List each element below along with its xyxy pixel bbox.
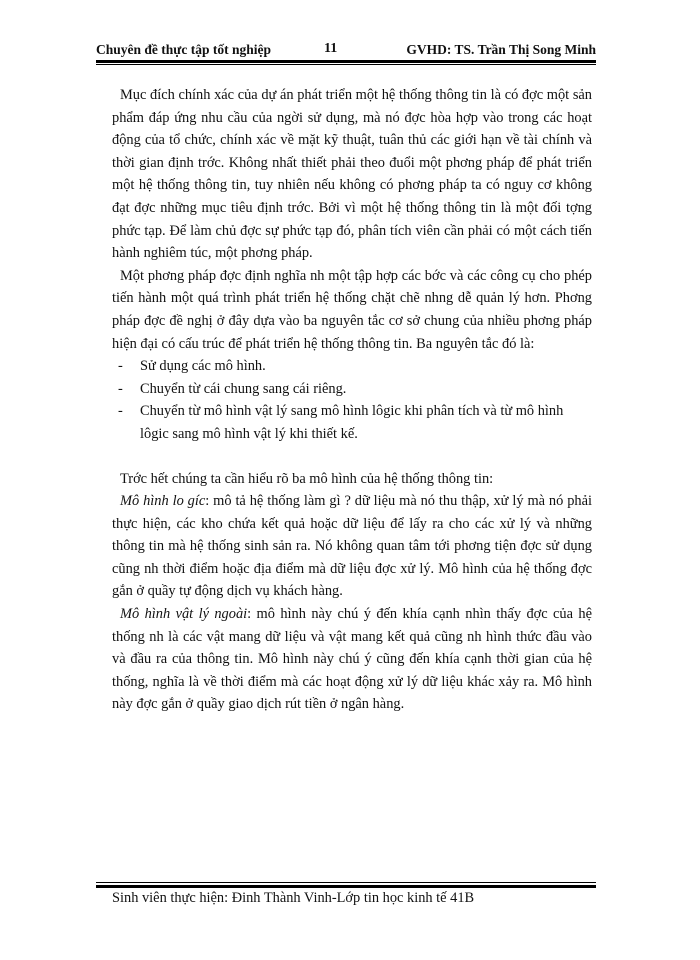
term-logical-model: Mô hình lo gíc	[120, 493, 206, 510]
paragraph-three-models: Trớc hết chúng ta cần hiểu rõ ba mô hình của hệ thống thông tin:	[120, 470, 494, 487]
paragraph-method: Một phơng pháp đợc định nghĩa nh một tập hợp các bớc và các công cụ cho phép tiến hành một quá trình phát triển hệ thống chặt chẽ nhng dễ quản lý hơn. Phơng pháp đợc đề nghị ở đây dựa vào ba nguyên tắc cơ sở chung của nhiều phơng pháp hiện đại có cấu trúc để phát triển hệ thống thông tin. Ba nguyên tắc đó là:	[112, 267, 592, 352]
paragraph-logical-model	[112, 490, 592, 603]
term-physical-model: Mô hình vật lý ngoài	[120, 606, 248, 623]
page-number: 11	[324, 41, 338, 56]
page-footer: Sinh viên thực hiện: Đinh Thành Vinh-Lớp tin học kinh tế 41B	[112, 890, 475, 906]
page-body	[112, 84, 592, 716]
header-rule-thick	[96, 60, 596, 63]
footer-rule-thick	[96, 885, 596, 888]
bullet-dash: -	[118, 403, 123, 420]
list-item-text: Chuyển từ mô hình vật lý sang mô hình lôgic khi phân tích và từ mô hình lôgic sang mô hình vật lý khi thiết kế.	[140, 403, 564, 442]
list-item	[112, 355, 592, 378]
list-item-text: Sử dụng các mô hình.	[140, 358, 266, 375]
footer-rule-thin	[96, 882, 596, 883]
bullet-dash: -	[118, 380, 123, 397]
list-item	[112, 400, 592, 445]
principles-list	[112, 355, 592, 445]
list-item	[112, 378, 592, 401]
physical-model-text: : mô hình này chú ý đến khía cạnh nhìn thấy đợc của hệ thống nh là các vật mang dữ liệu và vật mang kết quả cũng nh hình thức đầu vào và đầu ra của thông tin. Mô hình này chú ý cũng đến khía cạnh thời gian của hệ thống, nghĩa là về thời điểm mà các hoạt động xử lý dữ liệu khác xảy ra. Mô hình này đợc gắn ở quầy giao dịch rút tiền ở ngân hàng.	[112, 606, 592, 713]
header-supervisor: GVHD: TS. Trần Thị Song Minh	[406, 42, 596, 57]
header-rule-thin	[96, 64, 596, 65]
logical-model-text: : mô tả hệ thống làm gì ? dữ liệu mà nó thu thập, xử lý mà nó phải thực hiện, các kho chứa kết quả hoặc dữ liệu để lấy ra cho các xử lý và những thông tin mà hệ thống sinh sản ra. Nó không quan tâm tới phơng tiện đợc sử dụng cũng nh thời điểm hoặc địa điểm mà dữ liệu đợc xử lý. Mô hình của hệ thống đợc gắn ở quầy tự động dịch vụ khách hàng.	[112, 493, 592, 600]
paragraph-purpose: Mục đích chính xác của dự án phát triển một hệ thống thông tin là có đợc một sản phẩm đáp ứng nhu cầu của ngời sử dụng, mà nó đợc hòa hợp vào trong các hoạt động của tổ chức, chính xác về mặt kỹ thuật, tuân thủ các giới hạn về tài chính và thời gian định trớc. Không nhất thiết phải theo đuổi một phơng pháp để phát triển một hệ thống thông tin, tuy nhiên nếu không có phơng pháp ta có nguy cơ không đạt đợc những mục tiêu định trớc. Bởi vì một hệ thống thông tin là một đối tợng phức tạp. Để làm chủ đợc sự phức tạp đó, phân tích viên cần phải có một cách tiến hành nghiêm túc, một phơng pháp.	[112, 87, 592, 262]
bullet-dash: -	[118, 358, 123, 375]
header-title: Chuyên đề thực tập tốt nghiệp	[96, 42, 271, 57]
paragraph-physical-model	[112, 603, 592, 716]
list-item-text: Chuyển từ cái chung sang cái riêng.	[140, 380, 347, 397]
page-header	[96, 38, 596, 60]
